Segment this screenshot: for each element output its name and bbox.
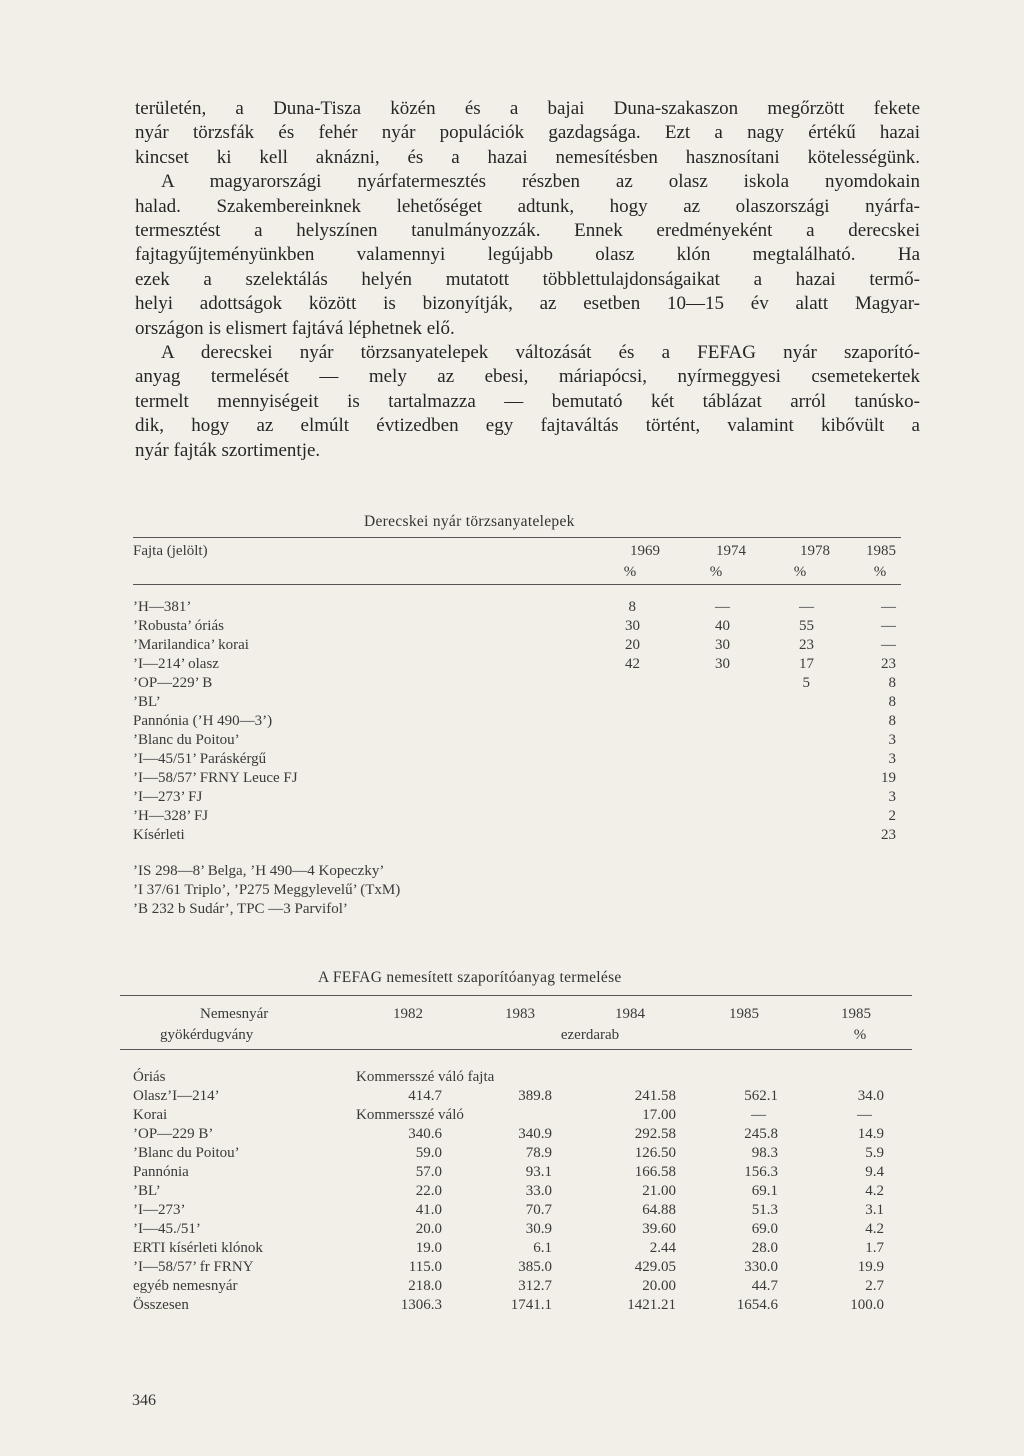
table-cell: 9.4 xyxy=(865,1164,884,1180)
table-cell: 8 xyxy=(888,694,896,710)
table-cell: 8 xyxy=(888,675,896,691)
table-row-label: ’I—45./51’ xyxy=(133,1221,201,1237)
table-2-year-header: 1985 xyxy=(841,1006,871,1022)
table-cell: 3.1 xyxy=(865,1202,884,1218)
table-cell: — xyxy=(857,1107,872,1123)
table-row-label: ’Blanc du Poitou’ xyxy=(133,732,240,748)
table-cell: 1306.3 xyxy=(400,1297,442,1313)
table-cell: — xyxy=(881,599,896,615)
table-cell: — xyxy=(715,599,730,615)
table-cell: 28.0 xyxy=(751,1240,778,1256)
table-cell: 5.9 xyxy=(865,1145,884,1161)
text-line: kincset ki kell aknázni, és a hazai nemesítésben hasznosítani kötelességünk. xyxy=(135,146,920,168)
table-cell: 340.6 xyxy=(408,1126,442,1142)
table-row-label: ’OP—229 B’ xyxy=(133,1126,214,1142)
table-cell: 2.7 xyxy=(865,1278,884,1294)
table-cell: 1741.1 xyxy=(510,1297,552,1313)
table-cell: 245.8 xyxy=(744,1126,778,1142)
table-cell: 241.58 xyxy=(634,1088,676,1104)
table-cell: 389.8 xyxy=(518,1088,552,1104)
table-1-year-header: 1978 xyxy=(800,543,830,559)
table-row-label: ’H—381’ xyxy=(133,599,192,615)
paragraph-2 xyxy=(135,341,920,463)
table-cell: 23 xyxy=(881,827,896,843)
table-row-label: ’I—214’ olasz xyxy=(133,656,219,672)
table-1-unit: % xyxy=(709,564,723,580)
table-1-unit: % xyxy=(623,564,637,580)
table-cell: 4.2 xyxy=(865,1221,884,1237)
table-cell: 20.0 xyxy=(415,1221,442,1237)
table-cell: 30 xyxy=(715,656,730,672)
table-cell: 8 xyxy=(628,599,636,615)
table-1-unit: % xyxy=(793,564,807,580)
table-cell: 126.50 xyxy=(634,1145,676,1161)
table-2-year-header: 1984 xyxy=(615,1006,645,1022)
table-cell: 55 xyxy=(799,618,814,634)
table-cell: 41.0 xyxy=(415,1202,442,1218)
table-row-label: Összesen xyxy=(133,1297,189,1313)
table-cell: 59.0 xyxy=(415,1145,442,1161)
page-number: 346 xyxy=(132,1392,156,1409)
table-cell: 21.00 xyxy=(642,1183,676,1199)
table-cell: 30.9 xyxy=(525,1221,552,1237)
table-cell: 23 xyxy=(799,637,814,653)
table-cell: 69.0 xyxy=(751,1221,778,1237)
table-cell: 6.1 xyxy=(533,1240,552,1256)
text-line: anyag termelését — mely az ebesi, máriapócsi, nyírmeggyesi csemetekertek xyxy=(135,366,920,388)
table-row-label: ’BL’ xyxy=(133,694,161,710)
table-cell: 312.7 xyxy=(518,1278,552,1294)
table-cell: 8 xyxy=(888,713,896,729)
table-cell: 562.1 xyxy=(744,1088,778,1104)
table-2-header-rule xyxy=(120,1049,912,1050)
table-cell: 1654.6 xyxy=(736,1297,778,1313)
table-cell: 2 xyxy=(888,808,896,824)
table-cell: 44.7 xyxy=(751,1278,778,1294)
table-row-label: ’I—45/51’ Paráskérgű xyxy=(133,751,267,767)
table-row-label: Kísérleti xyxy=(133,827,185,843)
text-line: ezek a szelektálás helyén mutatott többlettulajdonságaikat a hazai termő- xyxy=(135,268,920,290)
text-line: nyár törzsfák és fehér nyár populációk gazdagsága. Ezt a nagy értékű hazai xyxy=(135,122,920,144)
table-cell: 340.9 xyxy=(518,1126,552,1142)
table-cell: — xyxy=(881,637,896,653)
table-row-label: ’I—58/57’ fr FRNY xyxy=(133,1259,254,1275)
text-line: termesztést a helyszínen tanulmányozzák. Ennek eredményeként a derecskei xyxy=(135,219,920,241)
table-cell: 19.0 xyxy=(415,1240,442,1256)
table-2-year-header: 1985 xyxy=(729,1006,759,1022)
table-1-top-rule xyxy=(133,537,901,538)
table-row-label: ’Blanc du Poitou’ xyxy=(133,1145,240,1161)
table-cell: — xyxy=(881,618,896,634)
table-cell: 385.0 xyxy=(518,1259,552,1275)
table-row-label: ’Robusta’ óriás xyxy=(133,618,224,634)
table-cell: 17 xyxy=(799,656,814,672)
table-2-title: A FEFAG nemesített szaporítóanyag termelése xyxy=(318,969,622,986)
text-line: A derecskei nyár törzsanyatelepek változását és a FEFAG nyár szaporító- xyxy=(161,342,920,363)
table-cell: 23 xyxy=(881,656,896,672)
text-line: A magyarországi nyárfatermesztés részben az olasz iskola nyomdokain xyxy=(161,171,920,193)
table-row-label: ’I—273’ xyxy=(133,1202,186,1218)
table-cell: 1421.21 xyxy=(627,1297,676,1313)
table-row-label: egyéb nemesnyár xyxy=(133,1278,238,1294)
table-2-col-header: gyökérdugvány xyxy=(160,1027,254,1043)
table-1-col-header: Fajta (jelölt) xyxy=(133,543,208,559)
table-cell: 22.0 xyxy=(415,1183,442,1199)
table-row-label: Olasz’I—214’ xyxy=(133,1088,220,1104)
table-row-label: ’H—328’ FJ xyxy=(133,808,209,824)
table-row-label: ’Marilandica’ korai xyxy=(133,637,249,653)
table-row-label: Korai xyxy=(133,1107,168,1123)
table-cell: — xyxy=(799,599,814,615)
table-cell: 429.05 xyxy=(634,1259,676,1275)
text-line: nyár fajták szortimentje. xyxy=(135,439,321,461)
table-1-year-header: 1969 xyxy=(630,543,660,559)
table-row-label: ERTI kísérleti klónok xyxy=(133,1240,263,1256)
table-1-year-header: 1985 xyxy=(866,543,896,559)
table-cell: 33.0 xyxy=(525,1183,552,1199)
table-cell: 100.0 xyxy=(850,1297,884,1313)
table-cell: 2.44 xyxy=(649,1240,676,1256)
table-cell: 70.7 xyxy=(525,1202,552,1218)
table-cell: 292.58 xyxy=(634,1126,676,1142)
table-2-top-rule xyxy=(120,995,912,996)
table-cell: 30 xyxy=(715,637,730,653)
table-cell: 64.88 xyxy=(642,1202,676,1218)
table-row-label: ’I—58/57’ FRNY Leuce FJ xyxy=(133,770,298,786)
table-cell: 42 xyxy=(625,656,640,672)
table-cell: 17.00 xyxy=(642,1107,676,1123)
table-cell: 3 xyxy=(888,789,896,805)
table-1-note: ’I 37/61 Triplo’, ’P275 Meggylevelű’ (TxM) xyxy=(133,882,401,898)
table-cell: 218.0 xyxy=(408,1278,442,1294)
table-cell: 30 xyxy=(625,618,640,634)
text-line: országon is elismert fajtává léphetnek elő. xyxy=(135,317,455,339)
text-line: dik, hogy az elmúlt évtizedben egy fajtaváltás történt, valamint kibővült a xyxy=(135,415,920,437)
table-cell: 156.3 xyxy=(744,1164,778,1180)
table-cell: 5 xyxy=(802,675,810,691)
table-cell: 98.3 xyxy=(751,1145,778,1161)
table-1-header-rule xyxy=(133,584,901,585)
table-cell: 40 xyxy=(715,618,730,634)
table-cell: 166.58 xyxy=(634,1164,676,1180)
table-cell: 14.9 xyxy=(857,1126,884,1142)
table-cell: 1.7 xyxy=(865,1240,884,1256)
table-cell: 19 xyxy=(881,770,896,786)
table-cell: 330.0 xyxy=(744,1259,778,1275)
table-1-note: ’IS 298—8’ Belga, ’H 490—4 Kopeczky’ xyxy=(133,863,385,879)
table-1-unit: % xyxy=(873,564,887,580)
table-1-year-header: 1974 xyxy=(716,543,746,559)
text-line: termelt mennyiségeit is tartalmazza — bemutató két táblázat arról tanúsko- xyxy=(135,390,920,412)
table-cell: 3 xyxy=(888,732,896,748)
table-row-note: Kommersszé váló fajta xyxy=(356,1069,495,1085)
table-row-label: Óriás xyxy=(133,1069,166,1085)
table-cell: 3 xyxy=(888,751,896,767)
text-line: halad. Szakembereinknek lehetőséget adtunk, hogy az olaszországi nyárfa- xyxy=(135,195,920,217)
table-cell: 93.1 xyxy=(525,1164,552,1180)
table-row-note: Kommersszé váló xyxy=(356,1107,464,1123)
table-2-unit: ezerdarab xyxy=(560,1027,620,1043)
table-cell: 69.1 xyxy=(751,1183,778,1199)
text-line: helyi adottságok között is bizonyítják, az esetben 10—15 év alatt Magyar- xyxy=(135,293,920,315)
table-cell: 4.2 xyxy=(865,1183,884,1199)
table-cell: 51.3 xyxy=(751,1202,778,1218)
table-1-note: ’B 232 b Sudár’, TPC —3 Parvifol’ xyxy=(133,901,348,917)
table-cell: 78.9 xyxy=(525,1145,552,1161)
table-row-label: Pannónia xyxy=(133,1164,189,1180)
table-cell: 39.60 xyxy=(642,1221,676,1237)
table-row-label: ’OP—229’ B xyxy=(133,675,213,691)
table-cell: 20.00 xyxy=(642,1278,676,1294)
table-2-col-header: Nemesnyár xyxy=(200,1006,269,1022)
table-row-label: ’BL’ xyxy=(133,1183,161,1199)
table-1-title: Derecskei nyár törzsanyatelepek xyxy=(364,513,575,530)
table-row-label: ’I—273’ FJ xyxy=(133,789,203,805)
table-cell: 57.0 xyxy=(415,1164,442,1180)
table-cell: 34.0 xyxy=(857,1088,884,1104)
table-cell: 414.7 xyxy=(408,1088,442,1104)
table-cell: 19.9 xyxy=(857,1259,884,1275)
table-row-label: Pannónia (’H 490—3’) xyxy=(133,713,273,729)
table-2-year-header: 1982 xyxy=(393,1006,423,1022)
paragraph-1 xyxy=(135,97,920,341)
text-line: fajtagyűjteményünkben valamennyi legújabb olasz klón megtalálható. Ha xyxy=(135,244,920,266)
table-cell: 115.0 xyxy=(408,1259,442,1275)
table-2-year-header: 1983 xyxy=(505,1006,535,1022)
table-cell: 20 xyxy=(625,637,640,653)
table-cell: — xyxy=(751,1107,766,1123)
table-2-unit: % xyxy=(853,1027,867,1043)
text-line: területén, a Duna-Tisza közén és a bajai Duna-szakaszon megőrzött fekete xyxy=(135,98,920,119)
